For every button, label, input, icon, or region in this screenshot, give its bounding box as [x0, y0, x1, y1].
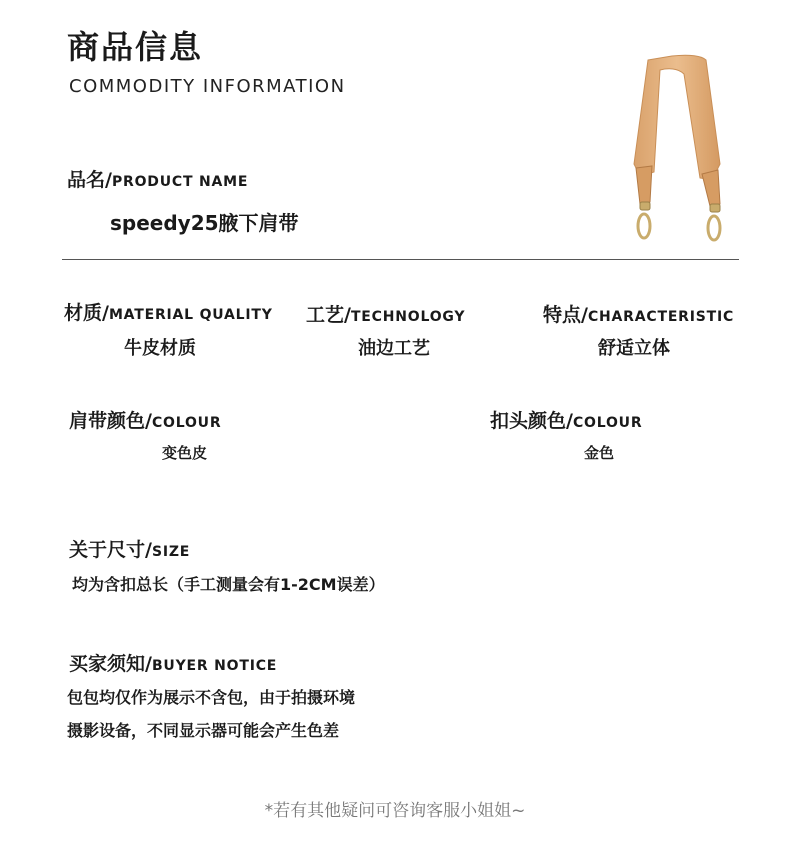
buckle-colour-value: 金色	[584, 444, 615, 462]
strap-colour-label-cn: 肩带颜色/	[69, 410, 152, 432]
characteristic-value: 舒适立体	[598, 338, 670, 359]
material-label-cn: 材质/	[64, 302, 109, 324]
size-label	[69, 535, 190, 562]
buckle-colour-label	[490, 406, 642, 433]
strap-colour-label	[69, 406, 221, 433]
material-label-en: MATERIAL QUALITY	[108, 307, 273, 323]
buyer-notice-line2: 摄影设备，不同显示器可能会产生色差	[67, 721, 340, 740]
strap-colour-value: 变色皮	[162, 444, 208, 462]
product-name-value: speedy25腋下肩带	[110, 211, 299, 235]
buyer-notice-line1: 包包均仅作为展示不含包，由于拍摄环境	[67, 688, 356, 707]
size-note: 均为含扣总长（手工测量会有1-2CM误差）	[72, 575, 385, 594]
technology-label	[306, 300, 465, 327]
footer-note: *若有其他疑问可咨询客服小姐姐~	[264, 801, 526, 821]
page-title: 商品信息	[67, 28, 204, 66]
technology-label-en: TECHNOLOGY	[350, 309, 466, 325]
section-divider	[62, 259, 739, 260]
product-name-label	[67, 165, 248, 192]
size-label-en: SIZE	[151, 544, 191, 560]
buckle-colour-label-cn: 扣头颜色/	[490, 410, 573, 432]
strap-image	[620, 52, 740, 252]
technology-value: 油边工艺	[358, 338, 430, 359]
buyer-notice-label-cn: 买家须知/	[69, 653, 152, 675]
material-label	[64, 298, 273, 325]
buyer-notice-label	[69, 649, 277, 676]
product-name-label-en: PRODUCT NAME	[111, 174, 249, 190]
size-label-cn: 关于尺寸/	[69, 539, 152, 561]
characteristic-label-en: CHARACTERISTIC	[587, 309, 735, 325]
characteristic-label	[543, 300, 734, 327]
buyer-notice-label-en: BUYER NOTICE	[151, 658, 278, 674]
buckle-colour-label-en: COLOUR	[572, 415, 643, 431]
technology-label-cn: 工艺/	[306, 304, 351, 326]
material-value: 牛皮材质	[124, 338, 196, 359]
page-subtitle: COMMODITY INFORMATION	[69, 76, 346, 97]
product-name-label-cn: 品名/	[67, 169, 112, 191]
characteristic-label-cn: 特点/	[543, 304, 588, 326]
strap-colour-label-en: COLOUR	[151, 415, 222, 431]
